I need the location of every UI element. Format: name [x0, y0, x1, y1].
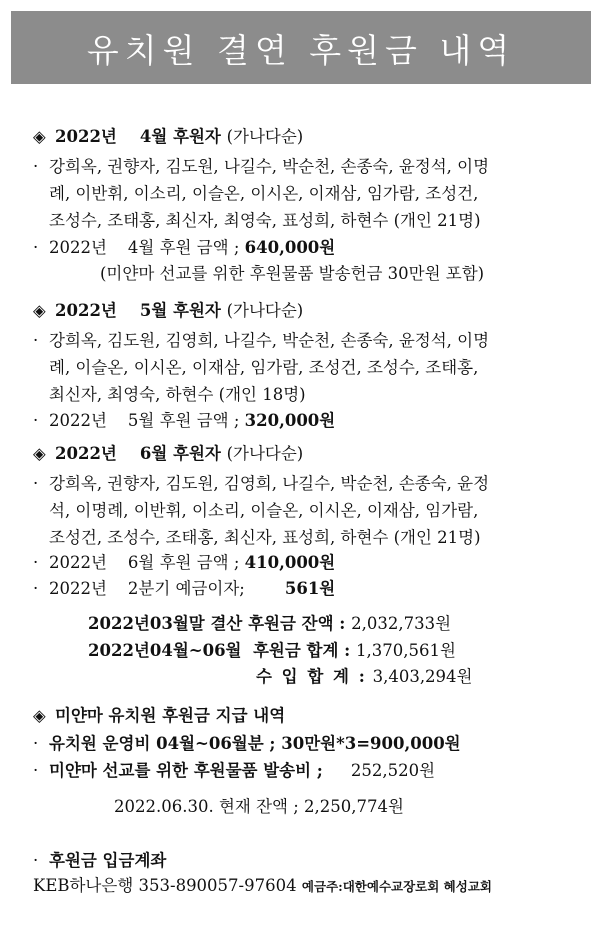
- income-sum-line: 2022년04월~06월 후원금 합계 : 1,370,561원: [88, 641, 456, 660]
- title-banner: [11, 11, 591, 84]
- diamond-icon: ◈: [33, 444, 46, 463]
- section-may-heading: [33, 301, 303, 321]
- year: 2022년: [55, 127, 117, 146]
- page-title: 유치원 결연 후원금 내역: [86, 31, 516, 70]
- income-total-line: 수 입 합 계 : 3,403,294원: [256, 667, 473, 686]
- account-heading: · 후원금 입금계좌: [33, 851, 167, 870]
- month-donors-label: 4월 후원자: [139, 127, 221, 146]
- interest-line: · 2022년 2분기 예금이자; 561원: [33, 579, 336, 598]
- diamond-icon: ◈: [33, 301, 46, 320]
- prev-balance-line: 2022년03월말 결산 후원금 잔액 : 2,032,733원: [88, 614, 452, 633]
- bullet: ·: [33, 331, 39, 350]
- amount-line: · 2022년 6월 후원 금액 ; 410,000원: [33, 553, 336, 572]
- donor-names-line: 최신자, 최영숙, 하현수 (개인 18명): [49, 385, 306, 404]
- donor-names-line: · 강희옥, 김도원, 김영희, 나길수, 박순천, 손종숙, 윤정석, 이명: [33, 331, 490, 350]
- bullet: ·: [33, 553, 39, 572]
- amount-value: 640,000원: [244, 238, 336, 257]
- diamond-icon: ◈: [33, 127, 46, 146]
- account-info: [33, 876, 492, 897]
- donor-names-line: 례, 이슬온, 이시온, 이재삼, 임가람, 조성건, 조성수, 조태홍,: [49, 358, 479, 377]
- current-balance: 2022.06.30. 현재 잔액 ; 2,250,774원: [114, 797, 404, 816]
- section-june-heading: [33, 444, 303, 464]
- donor-names-line: 례, 이반휘, 이소리, 이슬온, 이시온, 이재삼, 임가람, 조성건,: [49, 184, 479, 203]
- month-donors-label: 6월 후원자: [139, 444, 221, 463]
- amount-line: · 2022년 5월 후원 금액 ; 320,000원: [33, 411, 336, 430]
- payout-item: · 유치원 운영비 04월~06월분 ; 30만원*3=900,000원: [33, 734, 461, 753]
- bullet: ·: [33, 474, 39, 493]
- order-note: (가나다순): [226, 444, 304, 463]
- bank-account: KEB하나은행 353-890057-97604: [33, 876, 297, 895]
- amount-value: 410,000원: [244, 553, 336, 572]
- bullet: ·: [33, 157, 39, 176]
- donor-names-line: 조성수, 조태홍, 최신자, 최영숙, 표성희, 하현수 (개인 21명): [49, 211, 481, 230]
- bullet: ·: [33, 761, 39, 780]
- payout-item: · 미얀마 선교를 위한 후원물품 발송비 ; 252,520원: [33, 761, 436, 780]
- order-note: (가나다순): [226, 127, 304, 146]
- interest-value: 561원: [284, 579, 336, 598]
- section-april-heading: [33, 127, 303, 147]
- bullet: ·: [33, 579, 39, 598]
- amount-note: (미얀마 선교를 위한 후원물품 발송헌금 30만원 포함): [100, 264, 485, 283]
- month-donors-label: 5월 후원자: [139, 301, 221, 320]
- donor-names-line: 조성건, 조성수, 조태홍, 최신자, 표성희, 하현수 (개인 21명): [49, 528, 481, 547]
- bullet: ·: [33, 411, 39, 430]
- diamond-icon: ◈: [33, 706, 46, 725]
- amount-line: · 2022년 4월 후원 금액 ; 640,000원: [33, 238, 336, 257]
- prev-balance-value: 2,032,733원: [351, 614, 452, 633]
- bullet: ·: [33, 734, 39, 753]
- shipping-cost-value: 252,520원: [350, 761, 436, 780]
- account-holder: 예금주:대한예수교장로회 혜성교회: [301, 879, 492, 894]
- donor-names-line: · 강희옥, 권향자, 김도원, 나길수, 박순천, 손종숙, 윤정석, 이명: [33, 157, 490, 176]
- year: 2022년: [55, 444, 117, 463]
- bullet: ·: [33, 851, 39, 870]
- income-total-value: 3,403,294원: [372, 667, 473, 686]
- donor-names-line: · 강희옥, 권향자, 김도원, 김영희, 나길수, 박순천, 손종숙, 윤정: [33, 474, 490, 493]
- payout-heading: ◈ 미얀마 유치원 후원금 지급 내역: [33, 706, 286, 725]
- year: 2022년: [55, 301, 117, 320]
- income-sum-value: 1,370,561원: [356, 641, 456, 660]
- donor-names-line: 석, 이명례, 이반휘, 이소리, 이슬온, 이시온, 이재삼, 임가람,: [49, 501, 479, 520]
- bullet: ·: [33, 238, 39, 257]
- order-note: (가나다순): [226, 301, 304, 320]
- amount-value: 320,000원: [244, 411, 336, 430]
